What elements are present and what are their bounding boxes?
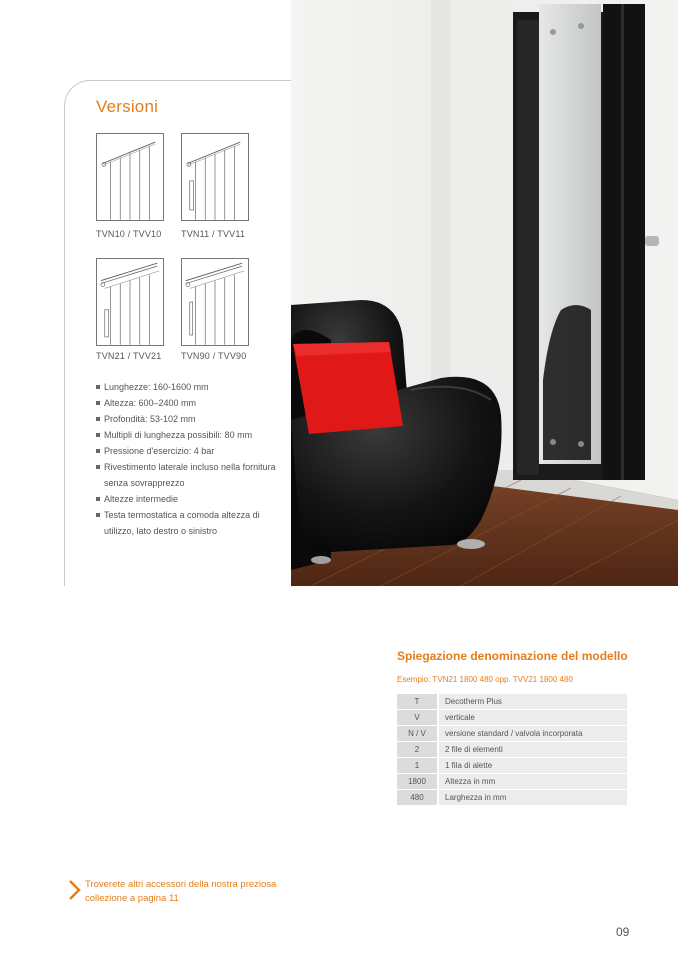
table-row (397, 774, 627, 790)
spec-item: Altezze intermedie (96, 491, 286, 507)
bullet-icon (96, 465, 100, 469)
spec-item: Rivestimento laterale incluso nella fornitura senza sovrapprezzo (96, 459, 286, 491)
living-room-radiator-image (291, 0, 678, 586)
bullet-icon (96, 401, 100, 405)
chevron-right-icon (68, 879, 82, 901)
bullet-icon (96, 449, 100, 453)
bullet-icon (96, 417, 100, 421)
table-row (397, 742, 627, 758)
spec-item: Testa termostatica a comoda altezza di utilizzo, lato destro o sinistro (96, 507, 286, 539)
model-explanation-title: Spiegazione denominazione del modello (397, 649, 628, 663)
code-cell: 1800 (397, 774, 439, 790)
spec-item: Pressione d'esercizio: 4 bar (96, 443, 286, 459)
desc-cell: 2 file di elementi (439, 742, 627, 758)
model-example: Esempio: TVN21 1800 480 opp. TVV21 1800 480 (397, 675, 573, 684)
code-cell: 2 (397, 742, 439, 758)
radiator-diagram-icon (97, 134, 163, 220)
diagram-label-tvn90: TVN90 / TVV90 (181, 351, 247, 361)
specs-list (96, 379, 286, 539)
spec-item: Altezza: 600–2400 mm (96, 395, 286, 411)
table-row (397, 694, 627, 710)
spec-item: Multipli di lunghezza possibili: 80 mm (96, 427, 286, 443)
desc-cell: verticale (439, 710, 627, 726)
bullet-icon (96, 497, 100, 501)
table-row (397, 790, 627, 806)
table-row (397, 758, 627, 774)
code-cell: N / V (397, 726, 439, 742)
desc-cell: Decotherm Plus (439, 694, 627, 710)
spec-item: Lunghezze: 160-1600 mm (96, 379, 286, 395)
diagram-tvn11 (181, 133, 249, 221)
desc-cell: 1 fila di alette (439, 758, 627, 774)
table-row (397, 726, 627, 742)
product-photo (291, 0, 678, 586)
code-cell: 480 (397, 790, 439, 806)
diagram-label-tvn10: TVN10 / TVV10 (96, 229, 162, 239)
radiator-diagram-icon (182, 259, 248, 345)
bullet-icon (96, 513, 100, 517)
radiator-diagram-icon (97, 259, 163, 345)
model-code-table (397, 694, 627, 806)
table-row (397, 710, 627, 726)
desc-cell: Altezza in mm (439, 774, 627, 790)
versions-title: Versioni (96, 97, 159, 116)
radiator-diagram-icon (182, 134, 248, 220)
code-cell: V (397, 710, 439, 726)
bullet-icon (96, 385, 100, 389)
diagram-label-tvn11: TVN11 / TVV11 (181, 229, 246, 239)
spec-item: Profondità: 53-102 mm (96, 411, 286, 427)
code-cell: T (397, 694, 439, 710)
accessories-note: Troverete altri accessori della nostra preziosa collezione a pagina 11 (85, 879, 277, 904)
code-cell: 1 (397, 758, 439, 774)
diagram-tvn10 (96, 133, 164, 221)
desc-cell: Larghezza in mm (439, 790, 627, 806)
diagram-tvn21 (96, 258, 164, 346)
diagram-tvn90 (181, 258, 249, 346)
diagram-label-tvn21: TVN21 / TVV21 (96, 351, 162, 361)
bullet-icon (96, 433, 100, 437)
desc-cell: versione standard / valvola incorporata (439, 726, 627, 742)
page-number: 09 (616, 925, 630, 939)
